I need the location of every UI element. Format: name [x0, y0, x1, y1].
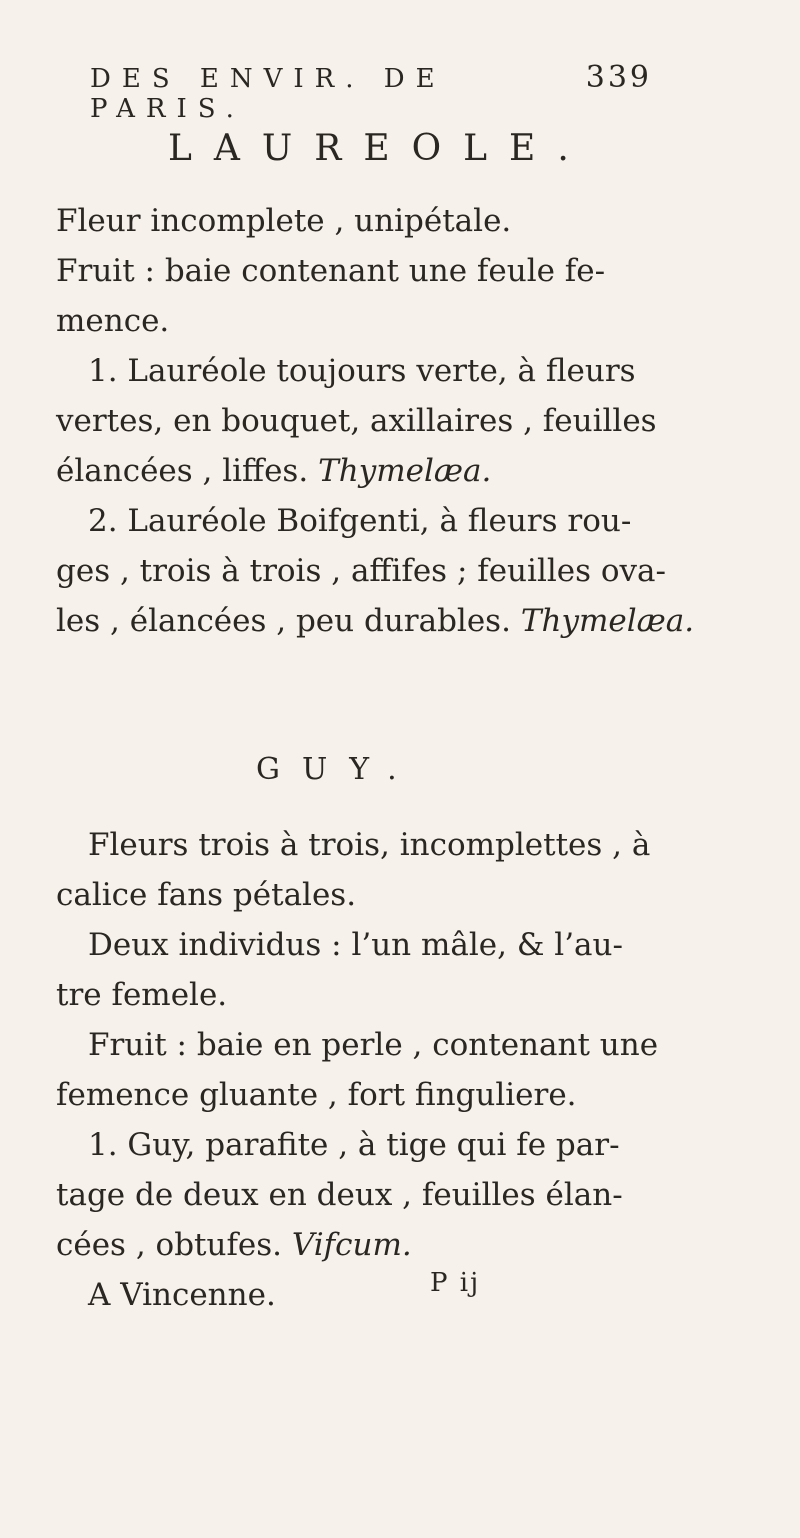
text-line: Fruit : baie en perle , contenant une [88, 1027, 659, 1063]
text-line: ges , trois à trois , affifes ; feuilles ova- [56, 553, 667, 589]
latin-name: Thymelæa. [520, 603, 695, 639]
text-line-part: les , élancées , peu durables. [56, 603, 511, 639]
text-line: Fleurs trois à trois, incomplettes , à [88, 827, 651, 863]
text-line [56, 596, 716, 646]
section-title-laureole: LAUREOLE. [168, 128, 591, 169]
text-line: 1. Lauréole toujours verte, à fleurs [88, 353, 636, 389]
text-line: A Vincenne. [88, 1277, 276, 1313]
text-line: 1. Guy, parafite , à tige qui fe par- [88, 1127, 620, 1163]
text-line-part: cées , obtufes. [56, 1227, 283, 1263]
running-head-text: DES ENVIR. DE PARIS. [90, 64, 446, 124]
text-line [56, 1220, 716, 1270]
text-line: mence. [56, 303, 170, 339]
signature-mark: P ij [430, 1268, 481, 1298]
laureole-text [56, 196, 716, 646]
text-line: 2. Lauréole Boifgenti, à fleurs rou- [88, 503, 632, 539]
text-line: femence gluante , fort finguliere. [56, 1077, 577, 1113]
text-line: Fruit : baie contenant une feule fe- [56, 253, 606, 289]
latin-name: Vifcum. [291, 1227, 412, 1263]
text-line [56, 446, 716, 496]
text-line: tre femele. [56, 977, 228, 1013]
section-title-guy: GUY. [256, 752, 419, 787]
running-head [0, 60, 800, 124]
text-line: calice fans pétales. [56, 877, 357, 913]
latin-name: Thymelæa. [318, 453, 492, 489]
page-number: 339 [585, 60, 652, 95]
text-line: Deux individus : l’un mâle, & l’au- [88, 927, 623, 963]
text-line: tage de deux en deux , feuilles élan- [56, 1177, 623, 1213]
text-line-part: élancées , liffes. [56, 453, 309, 489]
text-line: vertes, en bouquet, axillaires , feuilles [56, 403, 657, 439]
guy-text [56, 820, 716, 1320]
text-line: Fleur incomplete , unipétale. [56, 203, 512, 239]
